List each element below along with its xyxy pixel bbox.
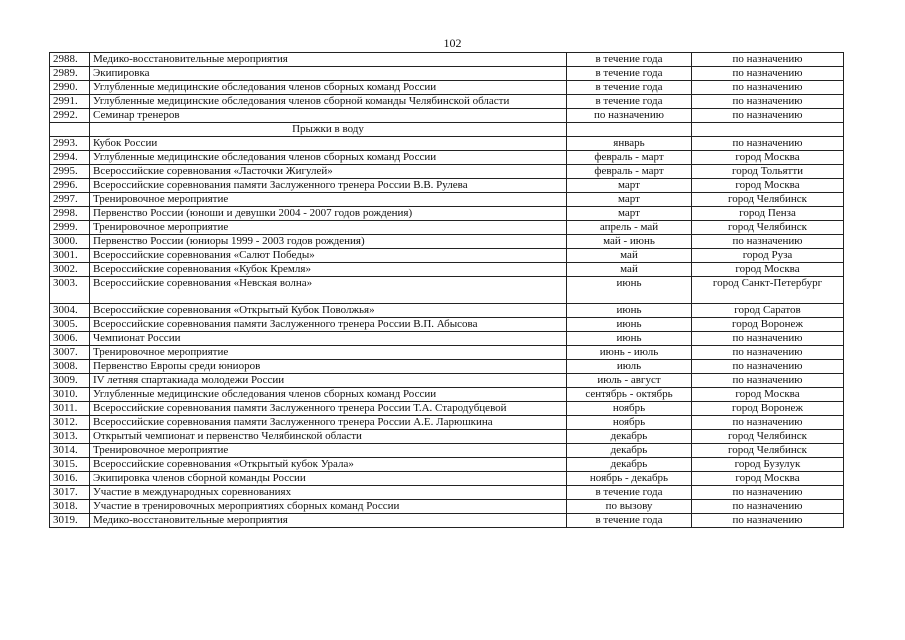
event-date: январь bbox=[567, 137, 692, 151]
event-date: март bbox=[567, 207, 692, 221]
row-number: 3007. bbox=[50, 346, 90, 360]
event-name: Открытый чемпионат и первенство Челябинской области bbox=[90, 430, 567, 444]
table-row bbox=[50, 95, 844, 109]
event-date: декабрь bbox=[567, 458, 692, 472]
event-place: по назначению bbox=[692, 137, 844, 151]
event-date: сентябрь - октябрь bbox=[567, 388, 692, 402]
event-date: июль bbox=[567, 360, 692, 374]
row-number: 3012. bbox=[50, 416, 90, 430]
event-date: февраль - март bbox=[567, 165, 692, 179]
event-date: июнь bbox=[567, 332, 692, 346]
event-date: в течение года bbox=[567, 486, 692, 500]
event-date: июнь bbox=[567, 318, 692, 332]
event-name: Первенство России (юноши и девушки 2004 - 2007 годов рождения) bbox=[90, 207, 567, 221]
event-date: июнь - июль bbox=[567, 346, 692, 360]
event-place: город Москва bbox=[692, 263, 844, 277]
event-date: ноябрь bbox=[567, 402, 692, 416]
table-row bbox=[50, 304, 844, 318]
event-name: Всероссийские соревнования памяти Заслуженного тренера России В.П. Абысова bbox=[90, 318, 567, 332]
event-date: июнь bbox=[567, 277, 692, 304]
row-number: 3011. bbox=[50, 402, 90, 416]
event-place: город Санкт-Петербург bbox=[692, 277, 844, 304]
table-row bbox=[50, 444, 844, 458]
table-row bbox=[50, 235, 844, 249]
event-place: город Воронеж bbox=[692, 402, 844, 416]
schedule-table bbox=[49, 52, 844, 528]
event-date: в течение года bbox=[567, 514, 692, 528]
table-row bbox=[50, 514, 844, 528]
table-row bbox=[50, 486, 844, 500]
row-number: 3006. bbox=[50, 332, 90, 346]
event-name: Экипировка bbox=[90, 67, 567, 81]
page-number: 102 bbox=[443, 36, 462, 50]
row-number: 3001. bbox=[50, 249, 90, 263]
event-date: март bbox=[567, 193, 692, 207]
event-place: город Воронеж bbox=[692, 318, 844, 332]
table-row bbox=[50, 137, 844, 151]
event-name: Кубок России bbox=[90, 137, 567, 151]
event-name: Участие в международных соревнованиях bbox=[90, 486, 567, 500]
event-date: май bbox=[567, 263, 692, 277]
row-number: 3015. bbox=[50, 458, 90, 472]
row-number: 2998. bbox=[50, 207, 90, 221]
event-name: Медико-восстановительные мероприятия bbox=[90, 53, 567, 67]
event-place: город Челябинск bbox=[692, 430, 844, 444]
event-name: Экипировка членов сборной команды России bbox=[90, 472, 567, 486]
event-name: Тренировочное мероприятие bbox=[90, 346, 567, 360]
event-name: Тренировочное мероприятие bbox=[90, 193, 567, 207]
table-row bbox=[50, 67, 844, 81]
event-place: город Бузулук bbox=[692, 458, 844, 472]
event-place: по назначению bbox=[692, 374, 844, 388]
event-name: Всероссийские соревнования «Невская волна» bbox=[90, 277, 567, 304]
row-number: 3014. bbox=[50, 444, 90, 458]
section-title: Прыжки в воду bbox=[90, 123, 567, 137]
row-number: 3009. bbox=[50, 374, 90, 388]
event-place: по назначению bbox=[692, 332, 844, 346]
event-place: по назначению bbox=[692, 95, 844, 109]
event-name: Углубленные медицинские обследования членов сборных команд России bbox=[90, 151, 567, 165]
event-date: ноябрь bbox=[567, 416, 692, 430]
event-name: Всероссийские соревнования «Кубок Кремля» bbox=[90, 263, 567, 277]
table-row bbox=[50, 193, 844, 207]
event-place: по назначению bbox=[692, 416, 844, 430]
event-place: город Москва bbox=[692, 151, 844, 165]
event-place: по назначению bbox=[692, 500, 844, 514]
table-row bbox=[50, 430, 844, 444]
event-place: по назначению bbox=[692, 486, 844, 500]
table-row bbox=[50, 388, 844, 402]
row-number: 2999. bbox=[50, 221, 90, 235]
event-name: Углубленные медицинские обследования членов сборных команд России bbox=[90, 388, 567, 402]
event-name: Первенство России (юниоры 1999 - 2003 годов рождения) bbox=[90, 235, 567, 249]
section-empty-cell bbox=[692, 123, 844, 137]
event-date: май bbox=[567, 249, 692, 263]
row-number: 2993. bbox=[50, 137, 90, 151]
table-row bbox=[50, 109, 844, 123]
event-name: Углубленные медицинские обследования членов сборной команды Челябинской области bbox=[90, 95, 567, 109]
row-number: 2991. bbox=[50, 95, 90, 109]
event-name: Первенство Европы среди юниоров bbox=[90, 360, 567, 374]
event-date: в течение года bbox=[567, 53, 692, 67]
row-number: 3005. bbox=[50, 318, 90, 332]
event-name: Углубленные медицинские обследования членов сборных команд России bbox=[90, 81, 567, 95]
table-row bbox=[50, 81, 844, 95]
event-date: по назначению bbox=[567, 109, 692, 123]
event-name: Участие в тренировочных мероприятиях сборных команд России bbox=[90, 500, 567, 514]
event-date: апрель - май bbox=[567, 221, 692, 235]
event-name: Всероссийские соревнования «Открытый кубок Урала» bbox=[90, 458, 567, 472]
event-date: март bbox=[567, 179, 692, 193]
table-row bbox=[50, 458, 844, 472]
event-place: город Москва bbox=[692, 388, 844, 402]
section-empty-cell bbox=[567, 123, 692, 137]
table-row bbox=[50, 332, 844, 346]
event-name: Всероссийские соревнования «Салют Победы» bbox=[90, 249, 567, 263]
event-place: город Руза bbox=[692, 249, 844, 263]
event-date: декабрь bbox=[567, 444, 692, 458]
event-name: Всероссийские соревнования «Ласточки Жигулей» bbox=[90, 165, 567, 179]
event-name: Тренировочное мероприятие bbox=[90, 221, 567, 235]
event-place: по назначению bbox=[692, 81, 844, 95]
event-date: май - июнь bbox=[567, 235, 692, 249]
table-row bbox=[50, 277, 844, 304]
section-row bbox=[50, 123, 844, 137]
event-name: IV летняя спартакиада молодежи России bbox=[90, 374, 567, 388]
row-number: 2989. bbox=[50, 67, 90, 81]
event-place: по назначению bbox=[692, 67, 844, 81]
event-place: город Тольятти bbox=[692, 165, 844, 179]
row-number: 2996. bbox=[50, 179, 90, 193]
event-date: в течение года bbox=[567, 81, 692, 95]
row-number: 3000. bbox=[50, 235, 90, 249]
row-number: 2997. bbox=[50, 193, 90, 207]
section-empty-cell bbox=[50, 123, 90, 137]
table-row bbox=[50, 416, 844, 430]
row-number: 2988. bbox=[50, 53, 90, 67]
table-row bbox=[50, 360, 844, 374]
event-place: по назначению bbox=[692, 360, 844, 374]
event-date: февраль - март bbox=[567, 151, 692, 165]
table-row bbox=[50, 374, 844, 388]
event-place: по назначению bbox=[692, 514, 844, 528]
row-number: 3008. bbox=[50, 360, 90, 374]
row-number: 3016. bbox=[50, 472, 90, 486]
table-row bbox=[50, 53, 844, 67]
event-place: по назначению bbox=[692, 235, 844, 249]
row-number: 2995. bbox=[50, 165, 90, 179]
table-row bbox=[50, 207, 844, 221]
event-place: город Пенза bbox=[692, 207, 844, 221]
row-number: 2994. bbox=[50, 151, 90, 165]
table-row bbox=[50, 500, 844, 514]
event-date: декабрь bbox=[567, 430, 692, 444]
event-name: Всероссийские соревнования памяти Заслуженного тренера России В.В. Рулева bbox=[90, 179, 567, 193]
schedule-body bbox=[50, 53, 844, 528]
row-number: 3004. bbox=[50, 304, 90, 318]
table-row bbox=[50, 249, 844, 263]
event-date: июнь bbox=[567, 304, 692, 318]
row-number: 3003. bbox=[50, 277, 90, 304]
event-name: Семинар тренеров bbox=[90, 109, 567, 123]
event-place: город Саратов bbox=[692, 304, 844, 318]
table-row bbox=[50, 346, 844, 360]
row-number: 3018. bbox=[50, 500, 90, 514]
event-date: по вызову bbox=[567, 500, 692, 514]
event-name: Всероссийские соревнования памяти Заслуженного тренера России А.Е. Ларюшкина bbox=[90, 416, 567, 430]
event-place: город Москва bbox=[692, 472, 844, 486]
event-date: ноябрь - декабрь bbox=[567, 472, 692, 486]
table-row bbox=[50, 165, 844, 179]
event-name: Тренировочное мероприятие bbox=[90, 444, 567, 458]
row-number: 3010. bbox=[50, 388, 90, 402]
table-row bbox=[50, 318, 844, 332]
table-row bbox=[50, 221, 844, 235]
event-place: по назначению bbox=[692, 346, 844, 360]
table-row bbox=[50, 151, 844, 165]
event-date: июль - август bbox=[567, 374, 692, 388]
table-row bbox=[50, 263, 844, 277]
event-name: Всероссийские соревнования памяти Заслуженного тренера России Т.А. Стародубцевой bbox=[90, 402, 567, 416]
table-row bbox=[50, 179, 844, 193]
row-number: 2992. bbox=[50, 109, 90, 123]
table-row bbox=[50, 472, 844, 486]
event-place: город Челябинск bbox=[692, 193, 844, 207]
event-place: по назначению bbox=[692, 53, 844, 67]
event-date: в течение года bbox=[567, 95, 692, 109]
event-place: по назначению bbox=[692, 109, 844, 123]
row-number: 3013. bbox=[50, 430, 90, 444]
event-place: город Челябинск bbox=[692, 444, 844, 458]
event-place: город Челябинск bbox=[692, 221, 844, 235]
row-number: 2990. bbox=[50, 81, 90, 95]
row-number: 3017. bbox=[50, 486, 90, 500]
row-number: 3019. bbox=[50, 514, 90, 528]
event-name: Чемпионат России bbox=[90, 332, 567, 346]
row-number: 3002. bbox=[50, 263, 90, 277]
event-place: город Москва bbox=[692, 179, 844, 193]
event-name: Всероссийские соревнования «Открытый Кубок Поволжья» bbox=[90, 304, 567, 318]
table-row bbox=[50, 402, 844, 416]
event-name: Медико-восстановительные мероприятия bbox=[90, 514, 567, 528]
event-date: в течение года bbox=[567, 67, 692, 81]
